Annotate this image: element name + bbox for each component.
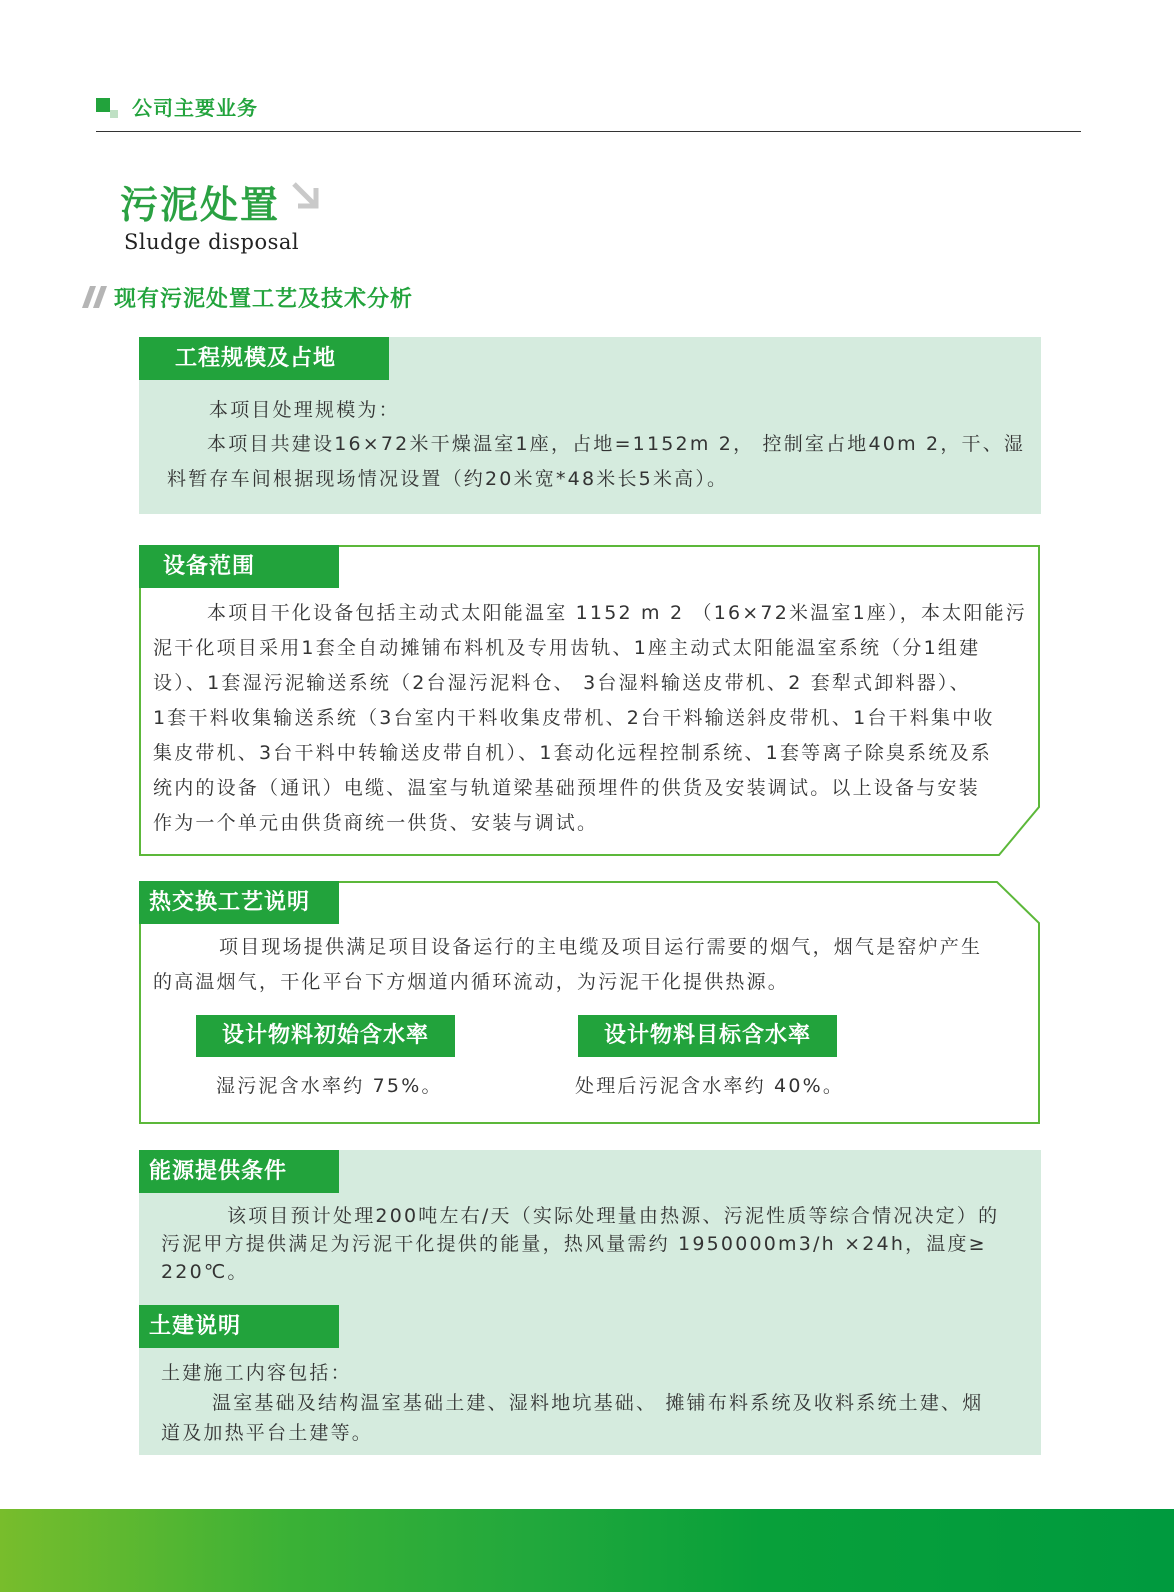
scale-line-3: 料暂存车间根据现场情况设置（约20米宽*48米长5米高）。 bbox=[167, 468, 729, 490]
heat-exchange-panel bbox=[139, 881, 1041, 1125]
page-title: 污泥处置 bbox=[120, 183, 281, 227]
civil-line-1: 土建施工内容包括： bbox=[161, 1362, 352, 1384]
civil-tag: 土建说明 bbox=[139, 1305, 339, 1348]
scale-line-2: 本项目共建设16×72米干燥温室1座，占地=1152m 2， 控制室占地40m 2，干、湿 bbox=[207, 433, 1026, 455]
header-square-icon bbox=[96, 98, 110, 112]
scale-tag: 工程规模及占地 bbox=[139, 337, 389, 380]
energy-line-2: 污泥甲方提供满足为污泥干化提供的能量，热风量需约 1950000m3/h ×24h，温度≥ bbox=[161, 1233, 987, 1255]
equipment-line-1: 本项目干化设备包括主动式太阳能温室 1152 m 2 （16×72米温室1座），本太阳能污 bbox=[207, 602, 1027, 624]
page-subtitle: Sludge disposal bbox=[124, 230, 300, 254]
header-square-small-icon bbox=[110, 110, 118, 118]
equipment-panel bbox=[139, 545, 1041, 857]
initial-moisture-text: 湿污泥含水率约 75%。 bbox=[216, 1075, 443, 1097]
equipment-line-3: 设）、1套湿污泥输送系统（2台湿污泥料仓、 3台湿料输送皮带机、2 套犁式卸料器）、 bbox=[153, 672, 971, 694]
energy-tag: 能源提供条件 bbox=[139, 1150, 339, 1193]
target-moisture-tag: 设计物料目标含水率 bbox=[578, 1015, 837, 1057]
arrow-down-right-icon bbox=[290, 180, 324, 214]
equipment-line-2: 泥干化项目采用1套全自动摊铺布料机及专用齿轨、1座主动式太阳能温室系统（分1组建 bbox=[153, 637, 981, 659]
energy-line-3: 220℃。 bbox=[161, 1261, 249, 1283]
equipment-line-6: 统内的设备（通讯）电缆、温室与轨道梁基础预埋件的供货及安装调试。以上设备与安装 bbox=[153, 777, 980, 799]
scale-line-1: 本项目处理规模为： bbox=[209, 399, 400, 421]
energy-line-1: 该项目预计处理200吨左右/天（实际处理量由热源、污泥性质等综合情况决定）的 bbox=[227, 1205, 1000, 1227]
scale-panel bbox=[139, 337, 1041, 514]
civil-line-3: 道及加热平台土建等。 bbox=[161, 1422, 374, 1444]
double-slash-icon bbox=[82, 286, 108, 308]
equipment-line-7: 作为一个单元由供货商统一供货、安装与调试。 bbox=[153, 812, 599, 834]
section-heading-text: 现有污泥处置工艺及技术分析 bbox=[114, 287, 414, 312]
heat-exchange-line-1: 项目现场提供满足项目设备运行的主电缆及项目运行需要的烟气，烟气是窑炉产生 bbox=[219, 936, 983, 958]
equipment-line-5: 集皮带机、3台干料中转输送皮带自机）、1套动化远程控制系统、1套等离子除臭系统及系 bbox=[153, 742, 992, 764]
page-header bbox=[96, 88, 1081, 132]
equipment-tag: 设备范围 bbox=[139, 545, 339, 588]
heat-exchange-tag: 热交换工艺说明 bbox=[139, 881, 339, 924]
heat-exchange-line-2: 的高温烟气，干化平台下方烟道内循环流动，为污泥干化提供热源。 bbox=[153, 971, 790, 993]
header-section-label: 公司主要业务 bbox=[132, 96, 258, 120]
initial-moisture-tag: 设计物料初始含水率 bbox=[196, 1015, 455, 1057]
target-moisture-text: 处理后污泥含水率约 40%。 bbox=[575, 1075, 845, 1097]
energy-civil-panel bbox=[139, 1150, 1041, 1455]
civil-line-2: 温室基础及结构温室基础土建、湿料地坑基础、 摊铺布料系统及收料系统土建、烟 bbox=[212, 1392, 984, 1414]
equipment-line-4: 1套干料收集输送系统（3台室内干料收集皮带机、2台干料输送斜皮带机、1台干料集中收 bbox=[153, 707, 995, 729]
footer-gradient-bar bbox=[0, 1509, 1174, 1592]
